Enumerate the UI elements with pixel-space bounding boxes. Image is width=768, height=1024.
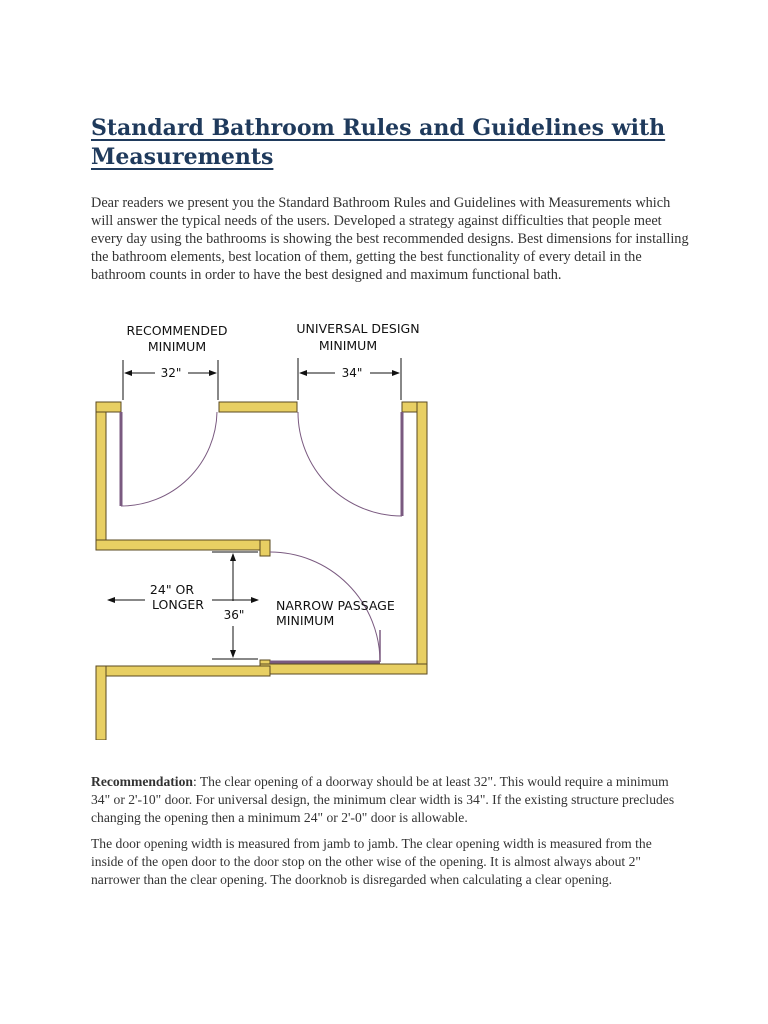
dimension-34 bbox=[298, 358, 401, 400]
recommendation-paragraph bbox=[91, 773, 681, 827]
wall-bottom bbox=[260, 664, 427, 674]
dimension-36-label: 36" bbox=[223, 608, 245, 622]
wall-right bbox=[417, 402, 427, 674]
wall-left-upper bbox=[96, 402, 106, 550]
intro-paragraph: Dear readers we present you the Standard Bathroom Rules and Guidelines with Measurements which will answer the typical needs of the users. Developed a strategy against difficulties that people meet every day using the bathrooms is showing the best recommended designs. Best dimensions for installing the bathroom elements, best location of them, getting the best functionality of every detail in the bathroom counts in order to have the best designed and maximum functional bath. bbox=[91, 195, 689, 283]
dimension-24-line1: 24" OR bbox=[149, 582, 195, 597]
label-passage-line1: NARROW PASSAGE bbox=[276, 598, 395, 613]
wall-top-middle bbox=[219, 402, 297, 412]
wall-lower-top bbox=[96, 666, 270, 676]
wall-lower-left bbox=[96, 666, 106, 740]
door-swing-left bbox=[121, 412, 217, 506]
measurement-paragraph: The door opening width is measured from jamb to jamb. The clear opening width is measured from the inside of the open door to the door stop on the other wise of the opening. It is almost always about 2" narrower than the clear opening. The doorknob is disregarded when calculating a clear opening. bbox=[91, 836, 652, 887]
recommendation-text: : The clear opening of a doorway should be at least 32". This would require a minimum 34" or 2'-10" door. For universal design, the minimum clear width is 34". If the existing structure precludes changing the opening then a minimum 24" or 2'-0" door is allowable. bbox=[91, 774, 675, 825]
door-universal bbox=[298, 412, 402, 516]
dimension-34-label: 34" bbox=[341, 366, 363, 380]
label-passage-line2: MINIMUM bbox=[276, 613, 335, 628]
label-recommended-line2: MINIMUM bbox=[147, 339, 207, 354]
door-clearance-diagram bbox=[90, 316, 440, 740]
label-universal-line2: MINIMUM bbox=[318, 338, 378, 353]
article-title: Standard Bathroom Rules and Guidelines with Measurements bbox=[91, 115, 666, 170]
dimension-32 bbox=[123, 360, 218, 400]
walls bbox=[96, 402, 427, 740]
label-universal-line1: UNIVERSAL DESIGN bbox=[296, 321, 420, 336]
door-recommended bbox=[121, 402, 219, 506]
dimension-32-label: 32" bbox=[160, 366, 182, 380]
wall-inner-horizontal bbox=[96, 540, 270, 550]
wall-inner-vertical bbox=[260, 540, 270, 556]
dimension-24-line2: LONGER bbox=[152, 597, 204, 612]
door-swing-right bbox=[298, 412, 402, 516]
wall-top-left-stub bbox=[96, 402, 121, 412]
dimension-36 bbox=[212, 552, 258, 659]
recommendation-label: Recommendation bbox=[91, 774, 193, 789]
label-recommended-line1: RECOMMENDED bbox=[126, 323, 228, 338]
